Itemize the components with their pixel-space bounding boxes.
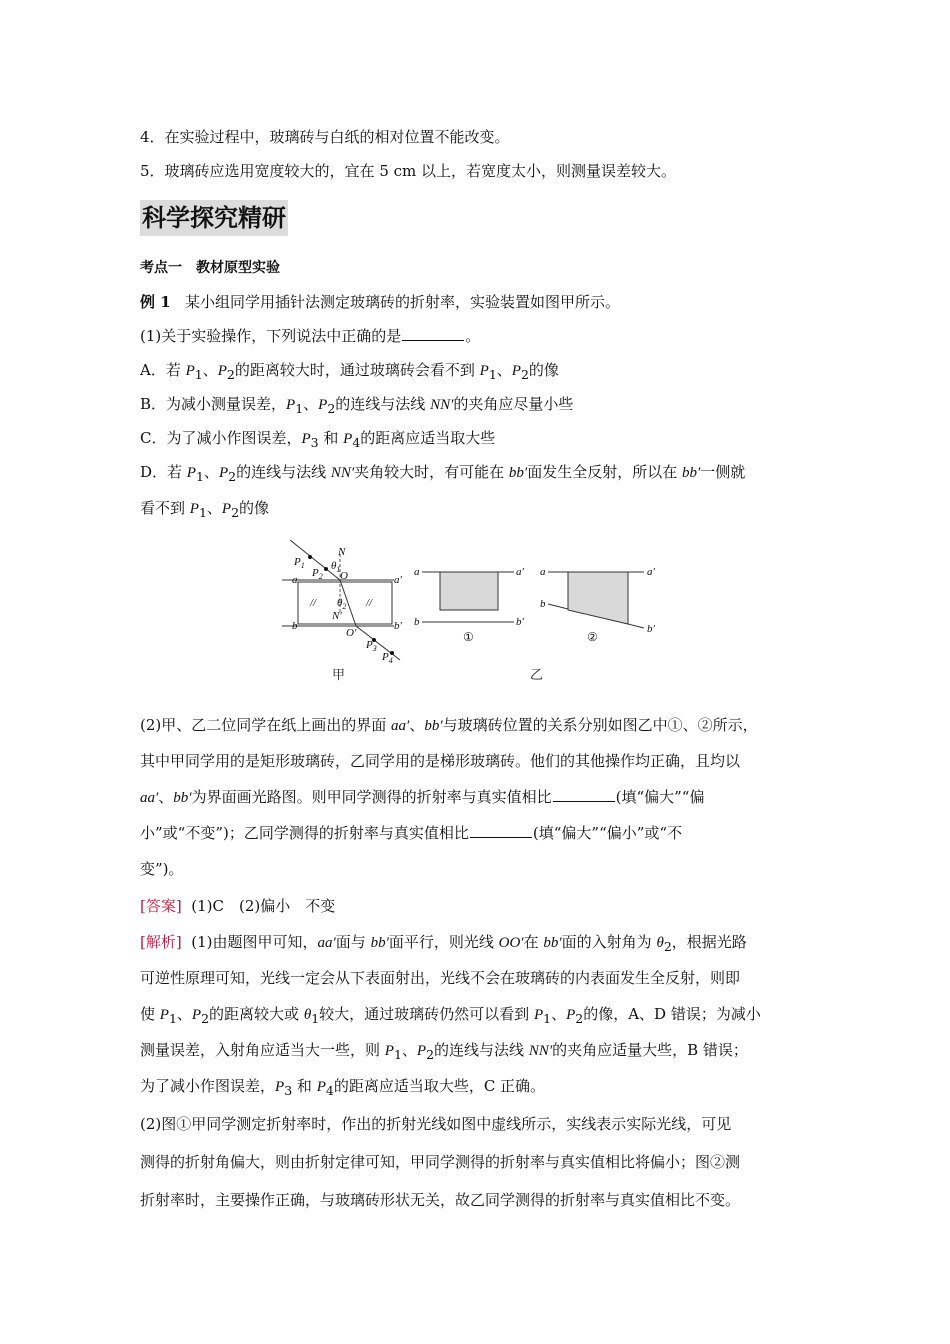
question-2-line-1: (2)甲、乙二位同学在纸上画出的界面 aa′、bb′与玻璃砖位置的关系分别如图乙中①、②所示，	[140, 716, 758, 734]
analysis-line-2: 可逆性原理可知，光线一定会从下表面射出，光线不会在玻璃砖的内表面发生全反射，则即	[140, 969, 741, 987]
label-a: a	[292, 574, 298, 586]
label-ap-1: a′	[516, 566, 524, 578]
question-2-line-2: 其中甲同学用的是矩形玻璃砖，乙同学用的是梯形玻璃砖。他们的其他操作均正确，且均以	[140, 752, 741, 770]
analysis-line-4: 测量误差，入射角应适当大一些，则 $P_1$、$P_2$的连线与法线 NN′的夹角应适量大些，B 错误；	[140, 1041, 748, 1062]
pin-p1	[308, 555, 312, 559]
analysis-line-7: 测得的折射角偏大，则由折射定律可知，甲同学测得的折射率与真实值相比将偏小；图②测	[140, 1153, 741, 1171]
q1-text: (1)关于实验操作，下列说法中正确的是	[140, 327, 402, 345]
analysis-line-3: 使 $P_1$、$P_2$的距离较大或 $\theta_1$较大，通过玻璃砖仍然可以看到 $P_1$、$P_2$的像，A、D 错误；为减小	[140, 1005, 761, 1026]
label-b-2: b	[540, 598, 546, 610]
analysis-line-8: 折射率时，主要操作正确，与玻璃砖形状无关，故乙同学测得的折射率与真实值相比不变。	[140, 1191, 741, 1209]
pin-p4	[390, 651, 394, 655]
label-bp: b′	[394, 620, 402, 632]
question-2-line-5: 变”)。	[140, 860, 184, 878]
circle-label-1: ①	[463, 630, 474, 644]
label-theta2: $\theta_2$	[337, 597, 347, 611]
label-bp-2: b′	[647, 623, 655, 635]
label-op: O′	[346, 627, 357, 639]
label-b-1: b	[414, 616, 420, 628]
option-a: A．若 $P_1$、$P_2$的距离较大时，通过玻璃砖会看不到 $P_1$、$P_2$的像	[140, 361, 559, 382]
label-ap: a′	[394, 574, 402, 586]
answer-label: [答案]	[140, 897, 182, 915]
circle-label-2: ②	[587, 630, 598, 644]
blank-jia	[553, 787, 615, 802]
example-label: 例 1	[140, 293, 171, 311]
analysis-line-5: 为了减小作图误差，$P_3$ 和 $P_4$的距离应适当取大些，C 正确。	[140, 1077, 546, 1098]
label-p1: $P_1$	[294, 556, 305, 570]
hatch-left: //	[310, 597, 317, 609]
answer-blank	[402, 326, 464, 341]
section-title: 科学探究精研	[140, 200, 288, 236]
pin-p2	[324, 567, 328, 571]
analysis-label: [解析]	[140, 933, 182, 951]
point-4: 4．在实验过程中，玻璃砖与白纸的相对位置不能改变。	[140, 128, 510, 146]
question-2-line-4: 小”或“不变”)；乙同学测得的折射率与真实值相比 (填“偏大”“偏小”或“不	[140, 824, 683, 842]
figure-jia-diagram	[282, 540, 403, 665]
hatch-right: //	[366, 597, 373, 609]
answer-line	[140, 896, 335, 916]
topic-heading: 考点一 教材原型实验	[140, 260, 280, 276]
label-p4: $P_4$	[382, 651, 393, 665]
question-2-line-3: aa′、bb′为界面画光路图。则甲同学测得的折射率与真实值相比 (填“偏大”“偏	[140, 788, 705, 806]
option-d: D．若 $P_1$、$P_2$的连线与法线 NN′夹角较大时，有可能在 bb′面发生全反射，所以在 bb′一侧就	[140, 463, 746, 484]
label-bp-1: b′	[516, 616, 524, 628]
example-text: 某小组同学用插针法测定玻璃砖的折射率，实验装置如图甲所示。	[184, 293, 620, 311]
label-b: b	[292, 620, 298, 632]
figure-yi-2-diagram	[540, 566, 656, 644]
label-theta1: $\theta_1$	[331, 560, 341, 574]
label-n: N	[338, 546, 346, 558]
label-ap-2: a′	[647, 566, 655, 578]
example-stem	[140, 292, 620, 312]
question-1: (1)关于实验操作，下列说法中正确的是 。	[140, 327, 481, 345]
option-c: C．为了减小作图误差，$P_3$ 和 $P_4$的距离应适当取大些	[140, 429, 496, 450]
glass-block-1	[440, 572, 498, 610]
figure-yi-1-diagram	[414, 566, 525, 644]
label-a-1: a	[414, 566, 420, 578]
label-np: N′	[332, 610, 342, 622]
analysis-line-1: [解析] (1)由题图甲可知，aa′面与 bb′面平行，则光线 OO′在 bb′面的入射角为 $\theta_2$，根据光路	[140, 933, 747, 954]
option-b: B．为减小测量误差，$P_1$、$P_2$的连线与法线 NN′的夹角应尽量小些	[140, 395, 574, 416]
blank-yi	[470, 823, 532, 838]
analysis-line-6: (2)图①甲同学测定折射率时，作出的折射光线如图中虚线所示，实线表示实际光线，可见	[140, 1115, 732, 1133]
trapezoid-glass	[568, 572, 628, 624]
answer-text: (1)C (2)偏小 不变	[191, 897, 336, 915]
caption-jia: 甲	[332, 668, 346, 683]
label-a-2: a	[540, 566, 546, 578]
experiment-figure	[282, 540, 682, 694]
label-p3: $P_3$	[366, 639, 377, 653]
point-5: 5．玻璃砖应选用宽度较大的，宜在 5 cm 以上，若宽度太小，则测量误差较大。	[140, 162, 677, 180]
label-p2: $P_2$	[312, 567, 323, 581]
caption-yi: 乙	[530, 668, 544, 683]
label-o: O	[340, 570, 348, 582]
option-d-cont: 看不到 $P_1$、$P_2$的像	[140, 499, 270, 520]
